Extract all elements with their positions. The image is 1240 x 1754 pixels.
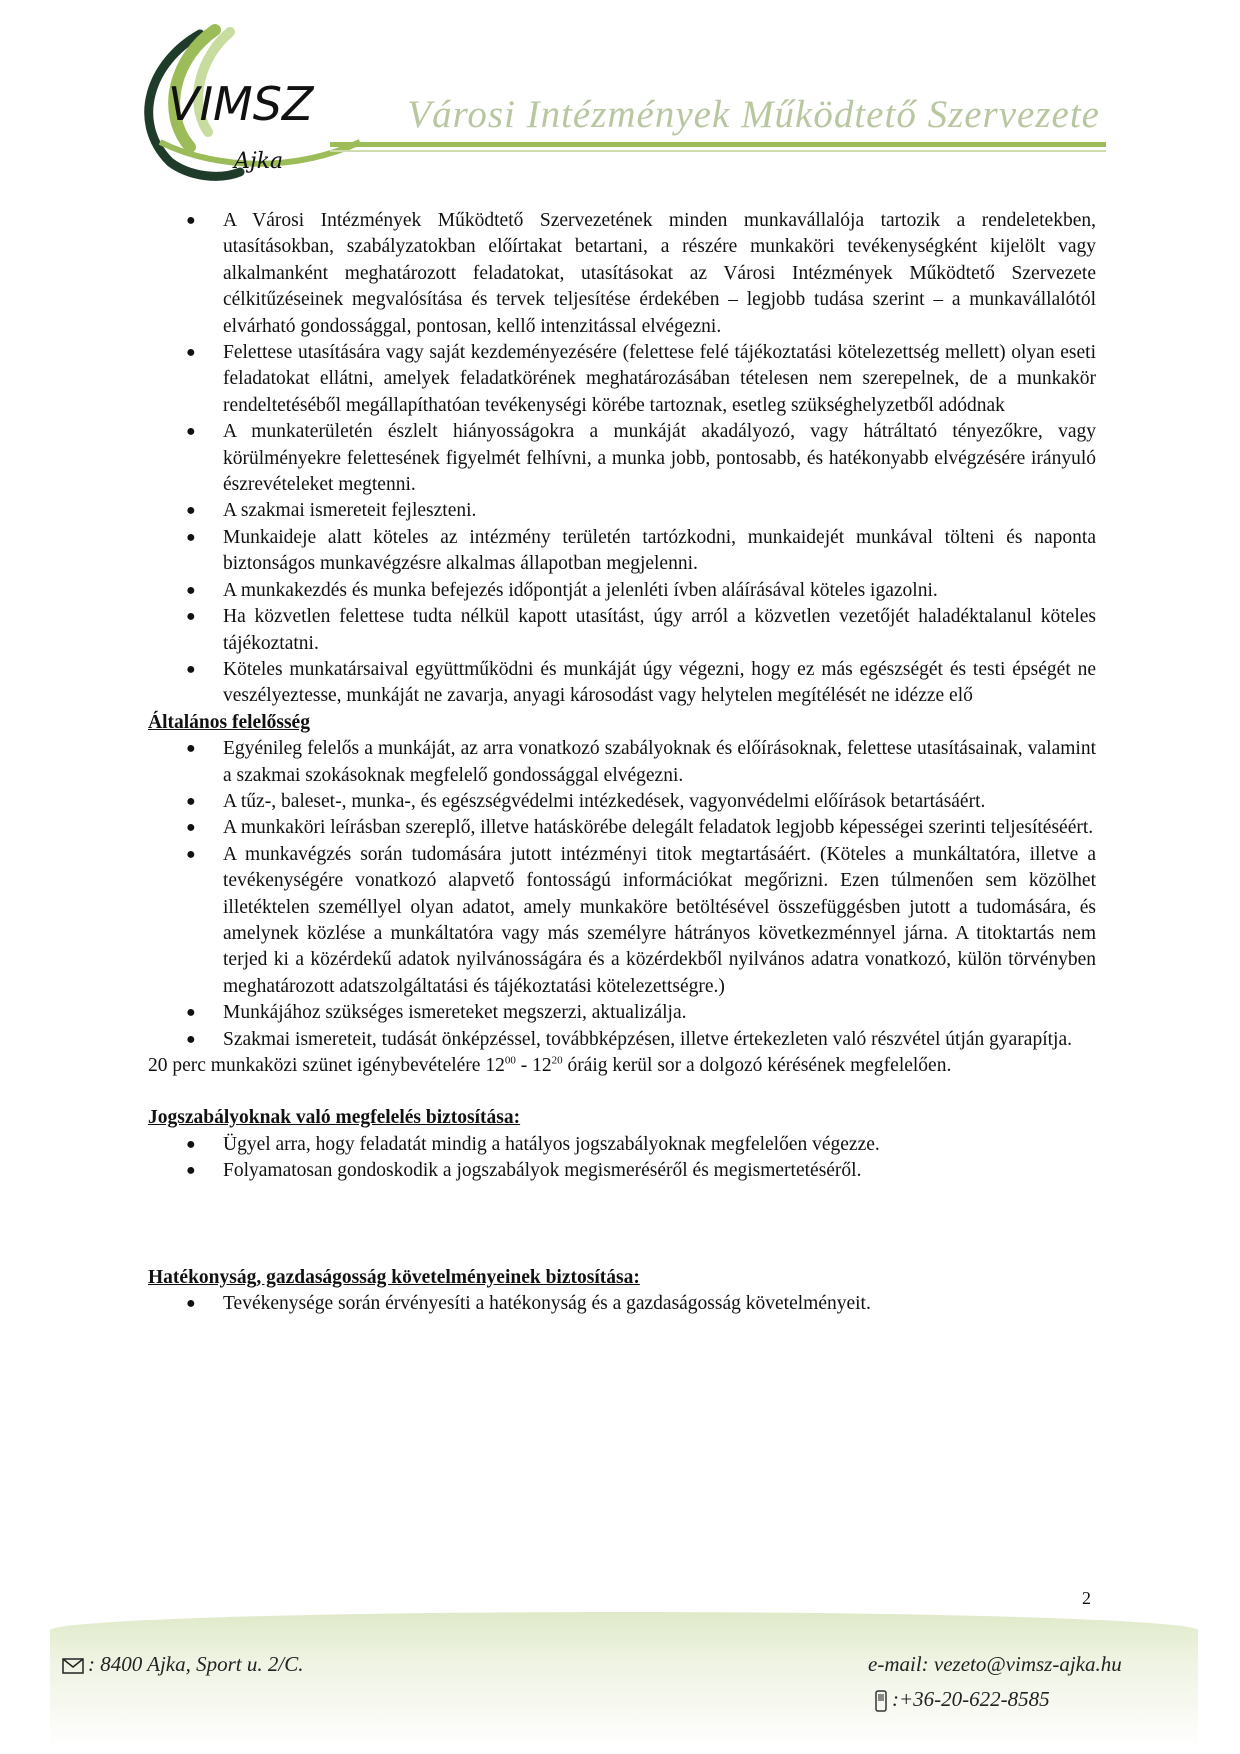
logo-subtext: Ajka bbox=[234, 149, 284, 174]
footer-phone: :+36-20-622-8585 bbox=[874, 1687, 1050, 1713]
list-item: ● Ha közvetlen felettese tudta nélkül kapott utasítást, úgy arról a közvetlen vezetőjét haladéktalanul köteles tájékoztatni. bbox=[186, 606, 1096, 654]
bullet-icon: ● bbox=[186, 1135, 196, 1153]
bullet-icon: ● bbox=[186, 740, 196, 758]
bullet-icon: ● bbox=[186, 581, 196, 599]
list-item: ● Köteles munkatársaival együttműködni és munkáját úgy végezni, hogy ez más egészségét és testi épségét ne veszélyeztesse, munkáját ne zavarja, anyagi károsodást vagy helytelen megítélését ne idézze elő bbox=[186, 658, 1096, 707]
break-time-note: 20 perc munkaközi szünet igénybevételére $12^{00} - 12^{20}$ óráig kerül sor a dolgozó kérésének megfelelően. bbox=[148, 1054, 952, 1076]
list-item: ● A munkakezdés és munka befejezés időpontját a jelenléti ívben aláírásával köteles igazolni. bbox=[148, 578, 1096, 604]
list-item: ● Folyamatosan gondoskodik a jogszabályok megismeréséről és megismertetéséről. bbox=[148, 1158, 1096, 1184]
list-item: ● Munkaideje alatt köteles az intézmény területén tartózkodni, munkaidejét munkával tölteni és naponta biztonságos munkavégzésre alkalmas állapotban megjelenni. bbox=[186, 526, 1096, 575]
section-heading-general-responsibility: Általános felelősség bbox=[148, 711, 310, 733]
footer-address: : 8400 Ajka, Sport u. 2/C. bbox=[62, 1652, 303, 1677]
efficiency-list bbox=[148, 1291, 1096, 1317]
bullet-icon: ● bbox=[186, 1295, 196, 1313]
bullet-icon: ● bbox=[186, 660, 196, 678]
header-divider-secondary bbox=[330, 150, 1106, 152]
document-body bbox=[148, 208, 1096, 1317]
bullet-icon: ● bbox=[186, 212, 196, 229]
bullet-icon: ● bbox=[186, 1004, 196, 1022]
bullet-icon: ● bbox=[186, 792, 196, 810]
section-heading-efficiency: Hatékonyság, gazdaságosság követelményeinek biztosítása: bbox=[148, 1266, 640, 1288]
list-item: ● A munkavégzés során tudomására jutott intézményi titok megtartásáért. (Köteles a munkáltatóra, illetve a tevékenységére vonatkozó alapvető fontosságú információkat megőrizni. Ezen túlmenően sem közölhet illetéktelen személlyel olyan adatot, amely munkaköre betöltésével összefüggésben jutott a tudomására, és amelynek közlése a munkáltatóra vagy más személyre hátrányos következménnyel járna. A titoktartás nem terjed ki a közérdekű adatok nyilvánosságára és a közérdekből nyilvános adatra vonatkozó, külön törvényben meghatározott adatszolgáltatási és tájékoztatási kötelezettségre.) bbox=[186, 843, 1096, 997]
footer-band bbox=[50, 1612, 1198, 1748]
section-heading-legal-compliance: Jogszabályoknak való megfelelés biztosítása: bbox=[148, 1107, 521, 1129]
general-responsibility-list bbox=[148, 736, 1096, 1053]
vimsz-logo bbox=[130, 22, 370, 192]
logo-text: VIMSZ bbox=[168, 77, 314, 131]
organization-title: Városi Intézmények Működtető Szervezete bbox=[407, 93, 1100, 136]
envelope-icon bbox=[62, 1658, 84, 1674]
list-item: ● A munkaköri leírásban szereplő, illetve hatáskörébe delegált feladatok legjobb képességei szerinti teljesítéséért. bbox=[148, 815, 1096, 841]
bullet-icon: ● bbox=[186, 423, 196, 441]
list-item: ● Tevékenysége során érvényesíti a hatékonyság és a gazdaságosság követelményeit. bbox=[148, 1291, 1096, 1317]
list-item: ● Felettese utasítására vagy saját kezdeményezésére (felettese felé tájékoztatási kötelezettség mellett) olyan eseti feladatokat ellátni, amelyek feladatkörének meghatározásában tételesen nem szerepelnek, de a munkakör rendeltetéséből megállapíthatóan tevékenységi körébe tartoznak, esetleg szükséghelyzetből adódnak bbox=[186, 342, 1096, 416]
intro-duties-list bbox=[148, 208, 1096, 710]
bullet-icon: ● bbox=[186, 608, 196, 626]
bullet-icon: ● bbox=[186, 845, 196, 863]
bullet-icon: ● bbox=[186, 1162, 196, 1180]
list-item: ● Szakmai ismereteit, tudását önképzéssel, továbbképzésen, illetve értekezleten való részvétel útján gyarapítja. bbox=[148, 1027, 1096, 1053]
list-item: ● A szakmai ismereteit fejleszteni. bbox=[148, 498, 1096, 524]
phone-icon bbox=[874, 1689, 888, 1713]
list-item: ● A Városi Intézmények Működtető Szervezetének minden munkavállalója tartozik a rendeletekben, utasításokban, szabályzatokban előírtakat betartani, a részére munkaköri tevékenységként kijelölt vagy alkalmanként meghatározott feladatokat, utasításokat az Városi Intézmények Működtető Szervezete célkitűzéseinek megvalósítása és tervek teljesítése érdekében – legjobb tudása szerint – a munkavállalótól elvárható gondossággal, pontosan, kellő intenzitással elvégezni. bbox=[186, 210, 1096, 337]
list-item: ● Ügyel arra, hogy feladatát mindig a hatályos jogszabályoknak megfelelően végezze. bbox=[148, 1132, 1096, 1158]
bullet-icon: ● bbox=[186, 344, 196, 362]
bullet-icon: ● bbox=[186, 819, 196, 837]
header-divider bbox=[330, 142, 1106, 147]
bullet-icon: ● bbox=[186, 502, 196, 520]
footer-email[interactable]: e-mail: vezeto@vimsz-ajka.hu bbox=[868, 1652, 1122, 1676]
bullet-icon: ● bbox=[186, 528, 196, 546]
bullet-icon: ● bbox=[186, 1030, 196, 1048]
list-item: ● A tűz-, baleset-, munka-, és egészségvédelmi intézkedések, vagyonvédelmi előírások betartásáért. bbox=[148, 789, 1096, 815]
list-item: ● Egyénileg felelős a munkáját, az arra vonatkozó szabályoknak és előírásoknak, felettese utasításainak, valamint a szakmai szokásoknak megfelelő gondossággal elvégezni. bbox=[186, 738, 1096, 786]
legal-compliance-list bbox=[148, 1132, 1096, 1185]
list-item: ● Munkájához szükséges ismereteket megszerzi, aktualizálja. bbox=[148, 1000, 1096, 1026]
list-item: ● A munkaterületén észlelt hiányosságokra a munkáját akadályozó, vagy hátráltató tényezőkre, vagy körülményekre felettesének figyelmét felhívni, a munka jobb, pontosabb, és hatékonyabb elvégzésére irányuló észrevételeket megtenni. bbox=[186, 421, 1096, 496]
page-number: 2 bbox=[1082, 1588, 1091, 1608]
